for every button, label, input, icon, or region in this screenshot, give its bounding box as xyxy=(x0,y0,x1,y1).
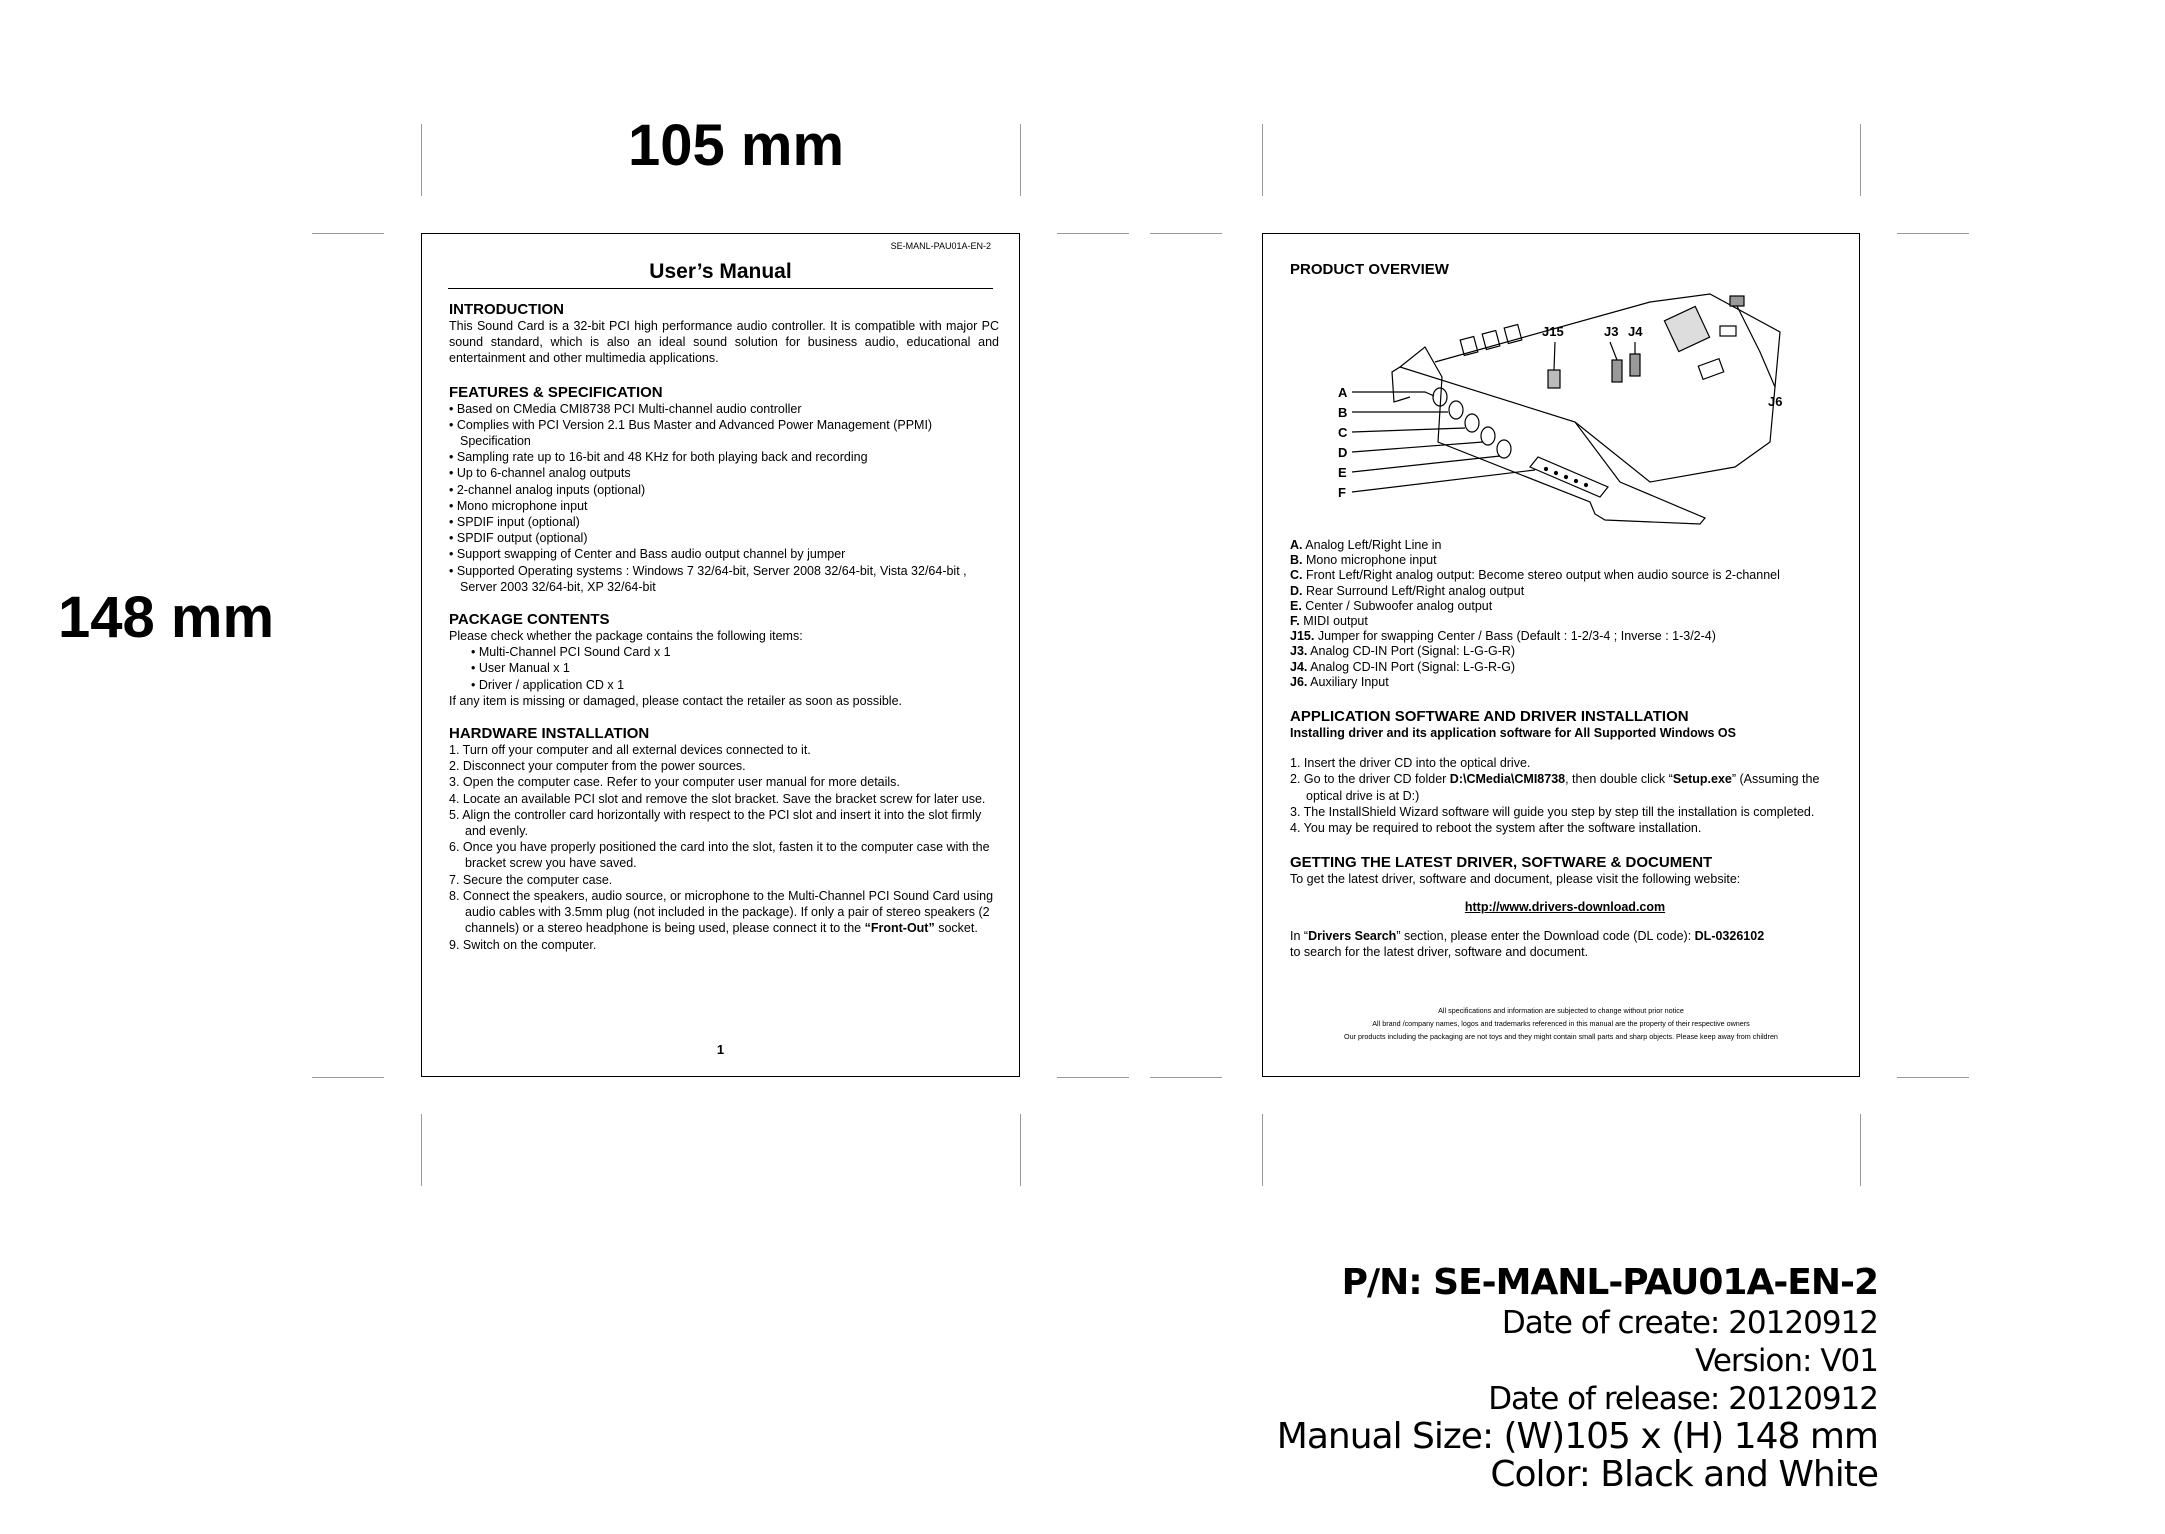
hardware-steps xyxy=(449,742,999,953)
doc-code: SE-MANL-PAU01A-EN-2 xyxy=(890,241,991,251)
drivers-search-label: Drivers Search xyxy=(1308,928,1397,943)
manual-page-1 xyxy=(421,233,1020,1077)
legend-key: J3. xyxy=(1290,644,1308,659)
midi-port xyxy=(1530,457,1608,497)
crop-mark xyxy=(1150,1077,1222,1078)
legend-key: J15. xyxy=(1290,629,1315,644)
crop-mark xyxy=(1020,124,1021,196)
leader-e xyxy=(1352,456,1500,472)
label-j15: J15 xyxy=(1542,324,1564,339)
crop-mark xyxy=(421,124,422,196)
list-item xyxy=(1290,644,1840,659)
latest-heading: GETTING THE LATEST DRIVER, SOFTWARE & DOCUMENT xyxy=(1290,854,1713,872)
jack-d xyxy=(1481,427,1495,445)
manual-size: Manual Size: (W)105 x (H) 148 mm xyxy=(1276,1416,1878,1457)
app-heading: APPLICATION SOFTWARE AND DRIVER INSTALLATION xyxy=(1290,708,1689,726)
date-of-create: Date of create: 20120912 xyxy=(1501,1305,1878,1341)
legend-text: Analog CD-IN Port (Signal: L-G-R-G) xyxy=(1307,659,1516,674)
legend-text: Auxiliary Input xyxy=(1307,674,1389,689)
footer-line: All specifications and information are subjected to change without prior notice xyxy=(1438,1006,1684,1015)
features-heading: FEATURES & SPECIFICATION xyxy=(449,383,663,401)
package-list xyxy=(449,644,999,693)
label-a: A xyxy=(1338,385,1348,400)
list-item: 9. Switch on the computer. xyxy=(449,937,597,952)
page-number: 1 xyxy=(716,1042,725,1057)
j6-header xyxy=(1730,296,1744,306)
list-item: • Multi-Channel PCI Sound Card x 1 xyxy=(449,644,999,660)
print-color: Color: Black and White xyxy=(1490,1454,1878,1495)
hardware-heading: HARDWARE INSTALLATION xyxy=(449,725,650,743)
label-d: D xyxy=(1338,445,1348,460)
list-item: • User Manual x 1 xyxy=(449,660,999,676)
legend-key: A. xyxy=(1290,538,1303,552)
list-item: 2. Disconnect your computer from the power sources. xyxy=(449,759,746,774)
leader-j15 xyxy=(1554,342,1555,370)
list-item: 6. Once you have properly positioned the card into the slot, fasten it to the computer case with the bracket screw you have saved. xyxy=(449,840,990,871)
height-dimension-label: 148 mm xyxy=(58,585,275,650)
app-subheading: Installing driver and its application software for All Supported Windows OS xyxy=(1290,726,1736,741)
leader-j6 xyxy=(1737,306,1775,387)
bracket-tab xyxy=(1392,367,1410,402)
legend-key: J6. xyxy=(1290,674,1308,689)
legend-key: E. xyxy=(1290,598,1302,613)
leader-d xyxy=(1352,442,1483,452)
list-item xyxy=(1290,629,1840,644)
audio-chip xyxy=(1664,306,1709,351)
crop-mark xyxy=(1262,1114,1263,1186)
crop-mark xyxy=(1057,233,1129,234)
crop-mark xyxy=(1262,124,1263,196)
step2-mid: , then double click “ xyxy=(1565,772,1673,787)
legend-text: MIDI output xyxy=(1299,614,1368,629)
dl-mid: ” section, please enter the Download code (DL code): xyxy=(1396,928,1695,943)
features-list xyxy=(449,401,999,595)
jack-e xyxy=(1497,440,1511,458)
list-item: 3. The InstallShield Wizard software will guide you step by step till the installation is completed. xyxy=(1290,804,1815,819)
list-item: • Based on CMedia CMI8738 PCI Multi-channel audio controller xyxy=(449,401,999,417)
list-item: 1. Insert the driver CD into the optical drive. xyxy=(1290,756,1531,771)
list-item: • Complies with PCI Version 2.1 Bus Master and Advanced Power Management (PPMI) Specification xyxy=(449,417,999,449)
list-item: • Up to 6-channel analog outputs xyxy=(449,465,999,481)
dl-pre: In “ xyxy=(1290,928,1309,943)
legend-key: B. xyxy=(1290,553,1303,568)
overview-heading: PRODUCT OVERVIEW xyxy=(1290,261,1449,278)
crop-mark xyxy=(1860,1114,1861,1186)
intro-heading: INTRODUCTION xyxy=(449,301,564,318)
legend-text: Front Left/Right analog output: Become stereo output when audio source is 2-channel xyxy=(1302,568,1780,583)
legend-key: C. xyxy=(1290,568,1303,583)
list-item xyxy=(449,888,999,937)
page2-content xyxy=(1290,538,1840,960)
list-item xyxy=(1290,660,1840,675)
label-j4: J4 xyxy=(1628,324,1643,339)
list-item: • 2-channel analog inputs (optional) xyxy=(449,482,999,498)
page1-content xyxy=(449,301,999,953)
label-c: C xyxy=(1338,425,1348,440)
dl-code-text xyxy=(1290,928,1840,944)
label-e: E xyxy=(1338,465,1347,480)
crop-mark xyxy=(1057,1077,1129,1078)
list-item xyxy=(1290,538,1840,553)
crop-mark xyxy=(312,233,384,234)
part-number: P/N: SE-MANL-PAU01A-EN-2 xyxy=(1341,1262,1878,1303)
manual-page-2 xyxy=(1262,233,1860,1077)
crop-mark xyxy=(1860,124,1861,196)
legend-text: Analog Left/Right Line in xyxy=(1302,538,1442,552)
manual-title: User’s Manual xyxy=(448,260,993,289)
leader-j3 xyxy=(1610,342,1617,360)
list-item: • Mono microphone input xyxy=(449,498,999,514)
label-b: B xyxy=(1338,405,1348,420)
list-item: 4. Locate an available PCI slot and remove the slot bracket. Save the bracket screw for later use. xyxy=(449,791,986,806)
list-item: 5. Align the controller card horizontally with respect to the PCI slot and insert it into the slot firmly and evenly. xyxy=(449,807,982,839)
crop-mark xyxy=(421,1114,422,1186)
download-url[interactable]: http://www.drivers-download.com xyxy=(1464,900,1666,915)
dl-post: to search for the latest driver, software and document. xyxy=(1290,944,1589,959)
footer-line: Our products including the packaging are not toys and they might contain small parts and sharp objects. Please keep away from children xyxy=(1344,1032,1778,1041)
app-steps xyxy=(1290,755,1840,836)
j4-header xyxy=(1630,354,1640,376)
j15-header xyxy=(1548,370,1560,388)
legend-text: Analog CD-IN Port (Signal: L-G-G-R) xyxy=(1307,644,1516,659)
latest-text: To get the latest driver, software and document, please visit the following website: xyxy=(1290,872,1741,887)
sound-card-diagram xyxy=(1290,292,1810,532)
legend-key: F. xyxy=(1290,614,1300,629)
list-item: 1. Turn off your computer and all external devices connected to it. xyxy=(449,743,811,758)
list-item xyxy=(1290,599,1840,614)
list-item: • SPDIF input (optional) xyxy=(449,514,999,530)
version: Version: V01 xyxy=(1695,1343,1878,1379)
dl-code: DL-0326102 xyxy=(1694,928,1765,943)
label-f: F xyxy=(1338,485,1346,500)
package-heading: PACKAGE CONTENTS xyxy=(449,611,610,629)
setup-exe: Setup.exe xyxy=(1672,772,1732,787)
crop-mark xyxy=(1150,233,1222,234)
label-j6: J6 xyxy=(1768,394,1783,409)
width-dimension-label: 105 mm xyxy=(628,113,845,178)
part-info xyxy=(1178,1262,1878,1494)
list-item xyxy=(1290,584,1840,599)
step2-text: 2. Go to the driver CD folder xyxy=(1290,772,1450,787)
list-item: • Supported Operating systems : Windows 7 32/64-bit, Server 2008 32/64-bit, Vista 32/64-bit , Server 2003 32/64-bit, XP 32/64-bit xyxy=(449,563,999,595)
front-out-label: “Front-Out” xyxy=(864,921,935,936)
legend-text: Rear Surround Left/Right analog output xyxy=(1302,583,1525,598)
step8-text: 8. Connect the speakers, audio source, or microphone to the Multi-Channel PCI Sound Card using audio cables with 3.5mm plug (not included in the package). If only a pair of stereo speakers (2 channels) or a stereo headphone is being used, please connect it to the xyxy=(449,888,994,936)
component-legend xyxy=(1290,538,1840,690)
list-item: 4. You may be required to reboot the system after the software installation. xyxy=(1290,821,1702,836)
list-item: • SPDIF output (optional) xyxy=(449,530,999,546)
pcb-shape xyxy=(1435,294,1783,482)
list-item: • Sampling rate up to 16-bit and 48 KHz for both playing back and recording xyxy=(449,449,999,465)
jack-b xyxy=(1449,401,1463,419)
step2-tail: ” (Assuming the optical drive is at D:) xyxy=(1306,772,1820,803)
list-item: 7. Secure the computer case. xyxy=(449,872,613,887)
list-item xyxy=(1290,553,1840,568)
list-item: • Driver / application CD x 1 xyxy=(449,677,999,693)
driver-path: D:\CMedia\CMI8738 xyxy=(1449,772,1566,787)
crop-mark xyxy=(1897,1077,1969,1078)
page2-footer xyxy=(1273,1004,1849,1043)
package-outro: If any item is missing or damaged, please contact the retailer as soon as possible. xyxy=(449,693,903,708)
crop-mark xyxy=(1897,233,1969,234)
legend-key: D. xyxy=(1290,583,1303,598)
legend-key: J4. xyxy=(1290,659,1308,674)
list-item: 3. Open the computer case. Refer to your computer user manual for more details. xyxy=(449,775,900,790)
jack-c xyxy=(1465,414,1479,432)
list-item xyxy=(1290,568,1840,583)
footer-line: All brand /company names, logos and trademarks referenced in this manual are the property of their respective owners xyxy=(1372,1019,1750,1028)
intro-text: This Sound Card is a 32-bit PCI high performance audio controller. It is compatible with major PC sound standard, which is also an ideal sound solution for business audio, educational and entertainment and other multimedia applications. xyxy=(449,319,999,366)
list-item xyxy=(1290,614,1840,629)
list-item: • Support swapping of Center and Bass audio output channel by jumper xyxy=(449,546,999,562)
crop-mark xyxy=(1020,1114,1021,1186)
legend-text: Center / Subwoofer analog output xyxy=(1301,598,1493,613)
j3-header xyxy=(1612,360,1622,382)
label-j3: J3 xyxy=(1604,324,1619,339)
crop-mark xyxy=(312,1077,384,1078)
list-item xyxy=(1290,771,1840,803)
package-intro: Please check whether the package contains the following items: xyxy=(449,629,803,644)
legend-text: Jumper for swapping Center / Bass (Default : 1-2/3-4 ; Inverse : 1-3/2-4) xyxy=(1314,629,1716,644)
leader-f xyxy=(1352,470,1535,492)
leader-c xyxy=(1352,428,1465,432)
date-of-release: Date of release: 20120912 xyxy=(1488,1381,1878,1417)
step8-tail: socket. xyxy=(934,921,978,936)
legend-text: Mono microphone input xyxy=(1302,553,1437,568)
list-item xyxy=(1290,675,1840,690)
